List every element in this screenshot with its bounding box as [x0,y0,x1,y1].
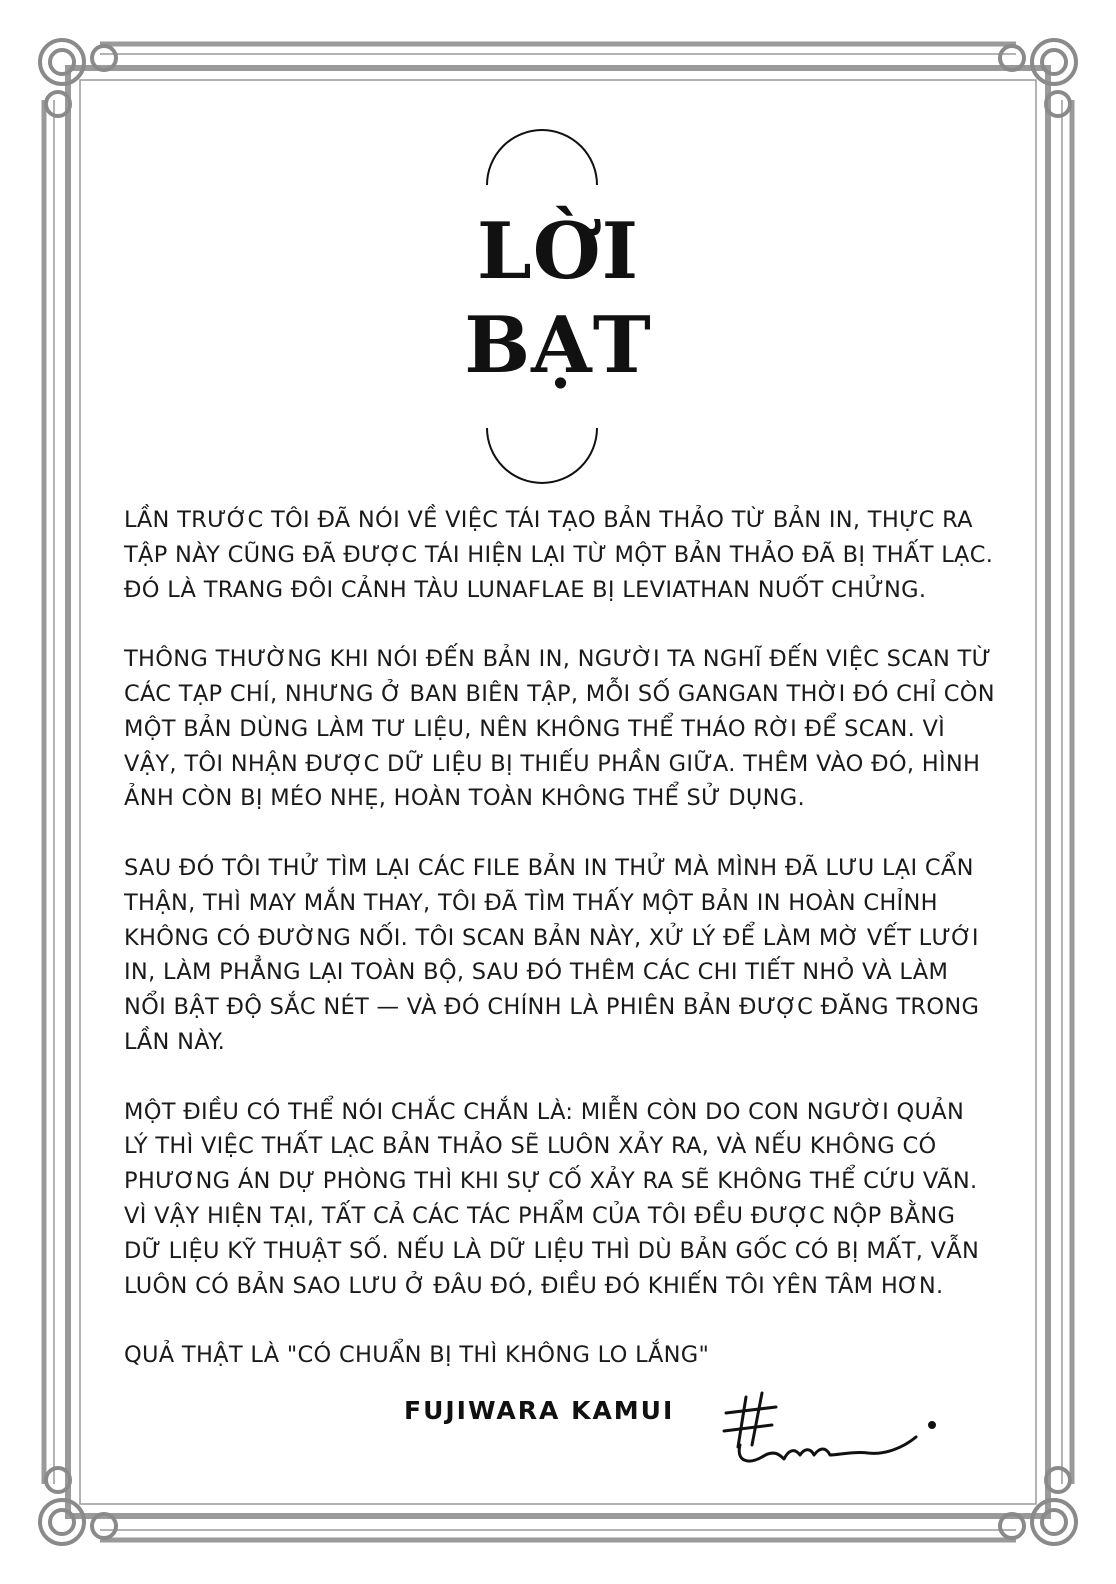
text-line: KHÔNG CÓ ĐƯỜNG NỐI. TÔI SCAN BẢN NÀY, XỬ LÝ ĐỂ LÀM MỜ VẾT LƯỚI [124,924,979,951]
author-name: FUJIWARA KAMUI [404,1396,675,1425]
paragraph [124,851,1004,1060]
title-arc-bottom [487,428,597,483]
text-line: THẬN, THÌ MAY MẮN THAY, TÔI ĐÃ TÌM THẤY MỘT BẢN IN HOÀN CHỈNH [124,889,938,916]
paragraph [124,503,1004,607]
text-line: QUẢ THẬT LÀ "CÓ CHUẨN BỊ THÌ KHÔNG LO LẮNG" [124,1342,710,1369]
corner-ornament-bottom-right [1000,1468,1076,1544]
text-line: THÔNG THƯỜNG KHI NÓI ĐẾN BẢN IN, NGƯỜI TA NGHĨ ĐẾN VIỆC SCAN TỪ [124,646,992,673]
text-line: MỘT ĐIỀU CÓ THỂ NÓI CHẮC CHẮN LÀ: MIỄN CÒN DO CON NGƯỜI QUẢN [124,1098,965,1125]
text-line: ĐÓ LÀ TRANG ĐÔI CẢNH TÀU LUNAFLAE BỊ LEVIATHAN NUỐT CHỬNG. [124,576,927,603]
title-arc-top [487,130,597,185]
paragraph [124,1095,1004,1304]
title-line-1: LỜI [476,206,640,297]
corner-ornament-bottom-left [40,1468,116,1544]
afterword-body [124,503,1004,1408]
text-line: DỮ LIỆU KỸ THUẬT SỐ. NẾU LÀ DỮ LIỆU THÌ DÙ BẢN GỐC CÓ BỊ MẤT, VẪN [124,1237,980,1264]
text-line: NỔI BẬT ĐỘ SẮC NÉT — VÀ ĐÓ CHÍNH LÀ PHIÊN BẢN ĐƯỢC ĐĂNG TRONG [124,994,980,1021]
text-line: TẬP NÀY CŨNG ĐÃ ĐƯỢC TÁI HIỆN LẠI TỪ MỘT BẢN THẢO ĐÃ BỊ THẤT LẠC. [124,541,994,568]
text-line: LUÔN CÓ BẢN SAO LƯU Ở ĐÂU ĐÓ, ĐIỀU ĐÓ KHIẾN TÔI YÊN TÂM HƠN. [124,1272,944,1299]
text-line: LẦN NÀY. [124,1028,226,1055]
title-line-2: BẠT [464,300,652,391]
text-line: VẬY, TÔI NHẬN ĐƯỢC DỮ LIỆU BỊ THIẾU PHẦN GIỮA. THÊM VÀO ĐÓ, HÌNH [124,750,981,777]
text-line: SAU ĐÓ TÔI THỬ TÌM LẠI CÁC FILE BẢN IN THỬ MÀ MÌNH ĐÃ LƯU LẠI CẨN [124,854,974,881]
text-line: LÝ THÌ VIỆC THẤT LẠC BẢN THẢO SẼ LUÔN XẢY RA, VÀ NẾU KHÔNG CÓ [124,1133,937,1160]
paragraph [124,1338,1004,1373]
corner-ornament-top-left [40,40,116,116]
text-line: ẢNH CÒN BỊ MÉO NHẸ, HOÀN TOÀN KHÔNG THỂ SỬ DỤNG. [124,785,805,812]
text-line: PHƯƠNG ÁN DỰ PHÒNG THÌ KHI SỰ CỐ XẢY RA SẼ KHÔNG THỂ CỨU VÃN. [124,1168,978,1195]
text-line: MỘT BẢN DÙNG LÀM TƯ LIỆU, NÊN KHÔNG THỂ THÁO RỜI ĐỂ SCAN. VÌ [124,715,946,742]
paragraph [124,642,1004,816]
text-line: LẦN TRƯỚC TÔI ĐÃ NÓI VỀ VIỆC TÁI TẠO BẢN THẢO TỪ BẢN IN, THỰC RA [124,507,973,533]
text-line: CÁC TẠP CHÍ, NHƯNG Ở BAN BIÊN TẬP, MỖI SỐ GANGAN THỜI ĐÓ CHỈ CÒN [124,680,995,707]
corner-ornament-top-right [1000,40,1076,116]
handwritten-signature [718,1385,958,1475]
text-line: VÌ VẬY HIỆN TẠI, TẤT CẢ CÁC TÁC PHẨM CỦA TÔI ĐỀU ĐƯỢC NỘP BẰNG [124,1202,956,1229]
page-title [0,205,1116,393]
text-line: IN, LÀM PHẲNG LẠI TOÀN BỘ, SAU ĐÓ THÊM CÁC CHI TIẾT NHỎ VÀ LÀM [124,959,949,986]
